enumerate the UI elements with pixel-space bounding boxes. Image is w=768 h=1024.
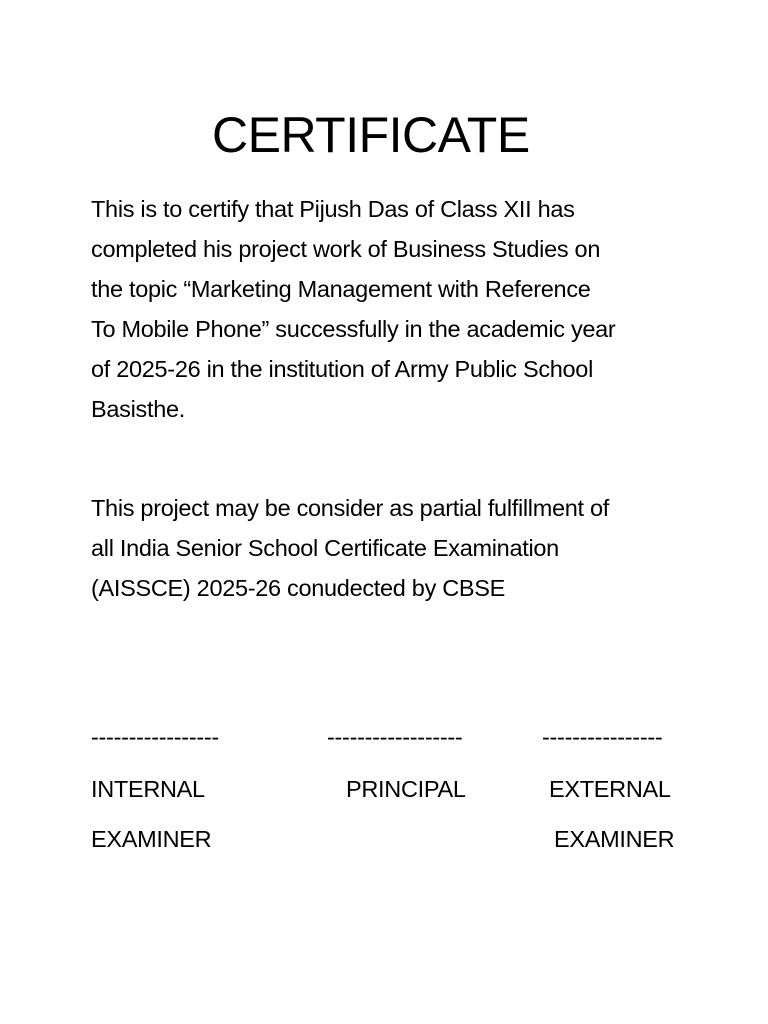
principal-signature-line: ------------------: [327, 724, 463, 750]
external-examiner-label-line2: EXAMINER: [554, 826, 675, 852]
paragraph-line: This project may be consider as partial fulfillment of: [91, 495, 610, 521]
paragraph-line: This is to certify that Pijush Das of Class XII has: [91, 196, 575, 222]
paragraph-line: (AISSCE) 2025-26 conudected by CBSE: [91, 575, 506, 601]
fulfillment-paragraph: [91, 488, 691, 608]
paragraph-line: the topic “Marketing Management with Reference: [91, 276, 591, 302]
paragraph-line: all India Senior School Certificate Examination: [91, 535, 559, 561]
principal-label: PRINCIPAL: [346, 776, 466, 802]
internal-examiner-signature-line: -----------------: [91, 724, 219, 750]
external-examiner-signature-line: ----------------: [542, 724, 663, 750]
paragraph-line: completed his project work of Business Studies on: [91, 236, 601, 262]
certificate-body-paragraph: [91, 189, 691, 429]
internal-examiner-label: INTERNAL: [91, 776, 205, 802]
paragraph-line: of 2025-26 in the institution of Army Public School: [91, 356, 593, 382]
external-examiner-label: EXTERNAL: [549, 776, 671, 802]
paragraph-line: To Mobile Phone” successfully in the academic year: [91, 316, 616, 342]
internal-examiner-label-line2: EXAMINER: [91, 826, 212, 852]
paragraph-line: Basisthe.: [91, 396, 185, 422]
certificate-title: CERTIFICATE: [212, 107, 530, 163]
